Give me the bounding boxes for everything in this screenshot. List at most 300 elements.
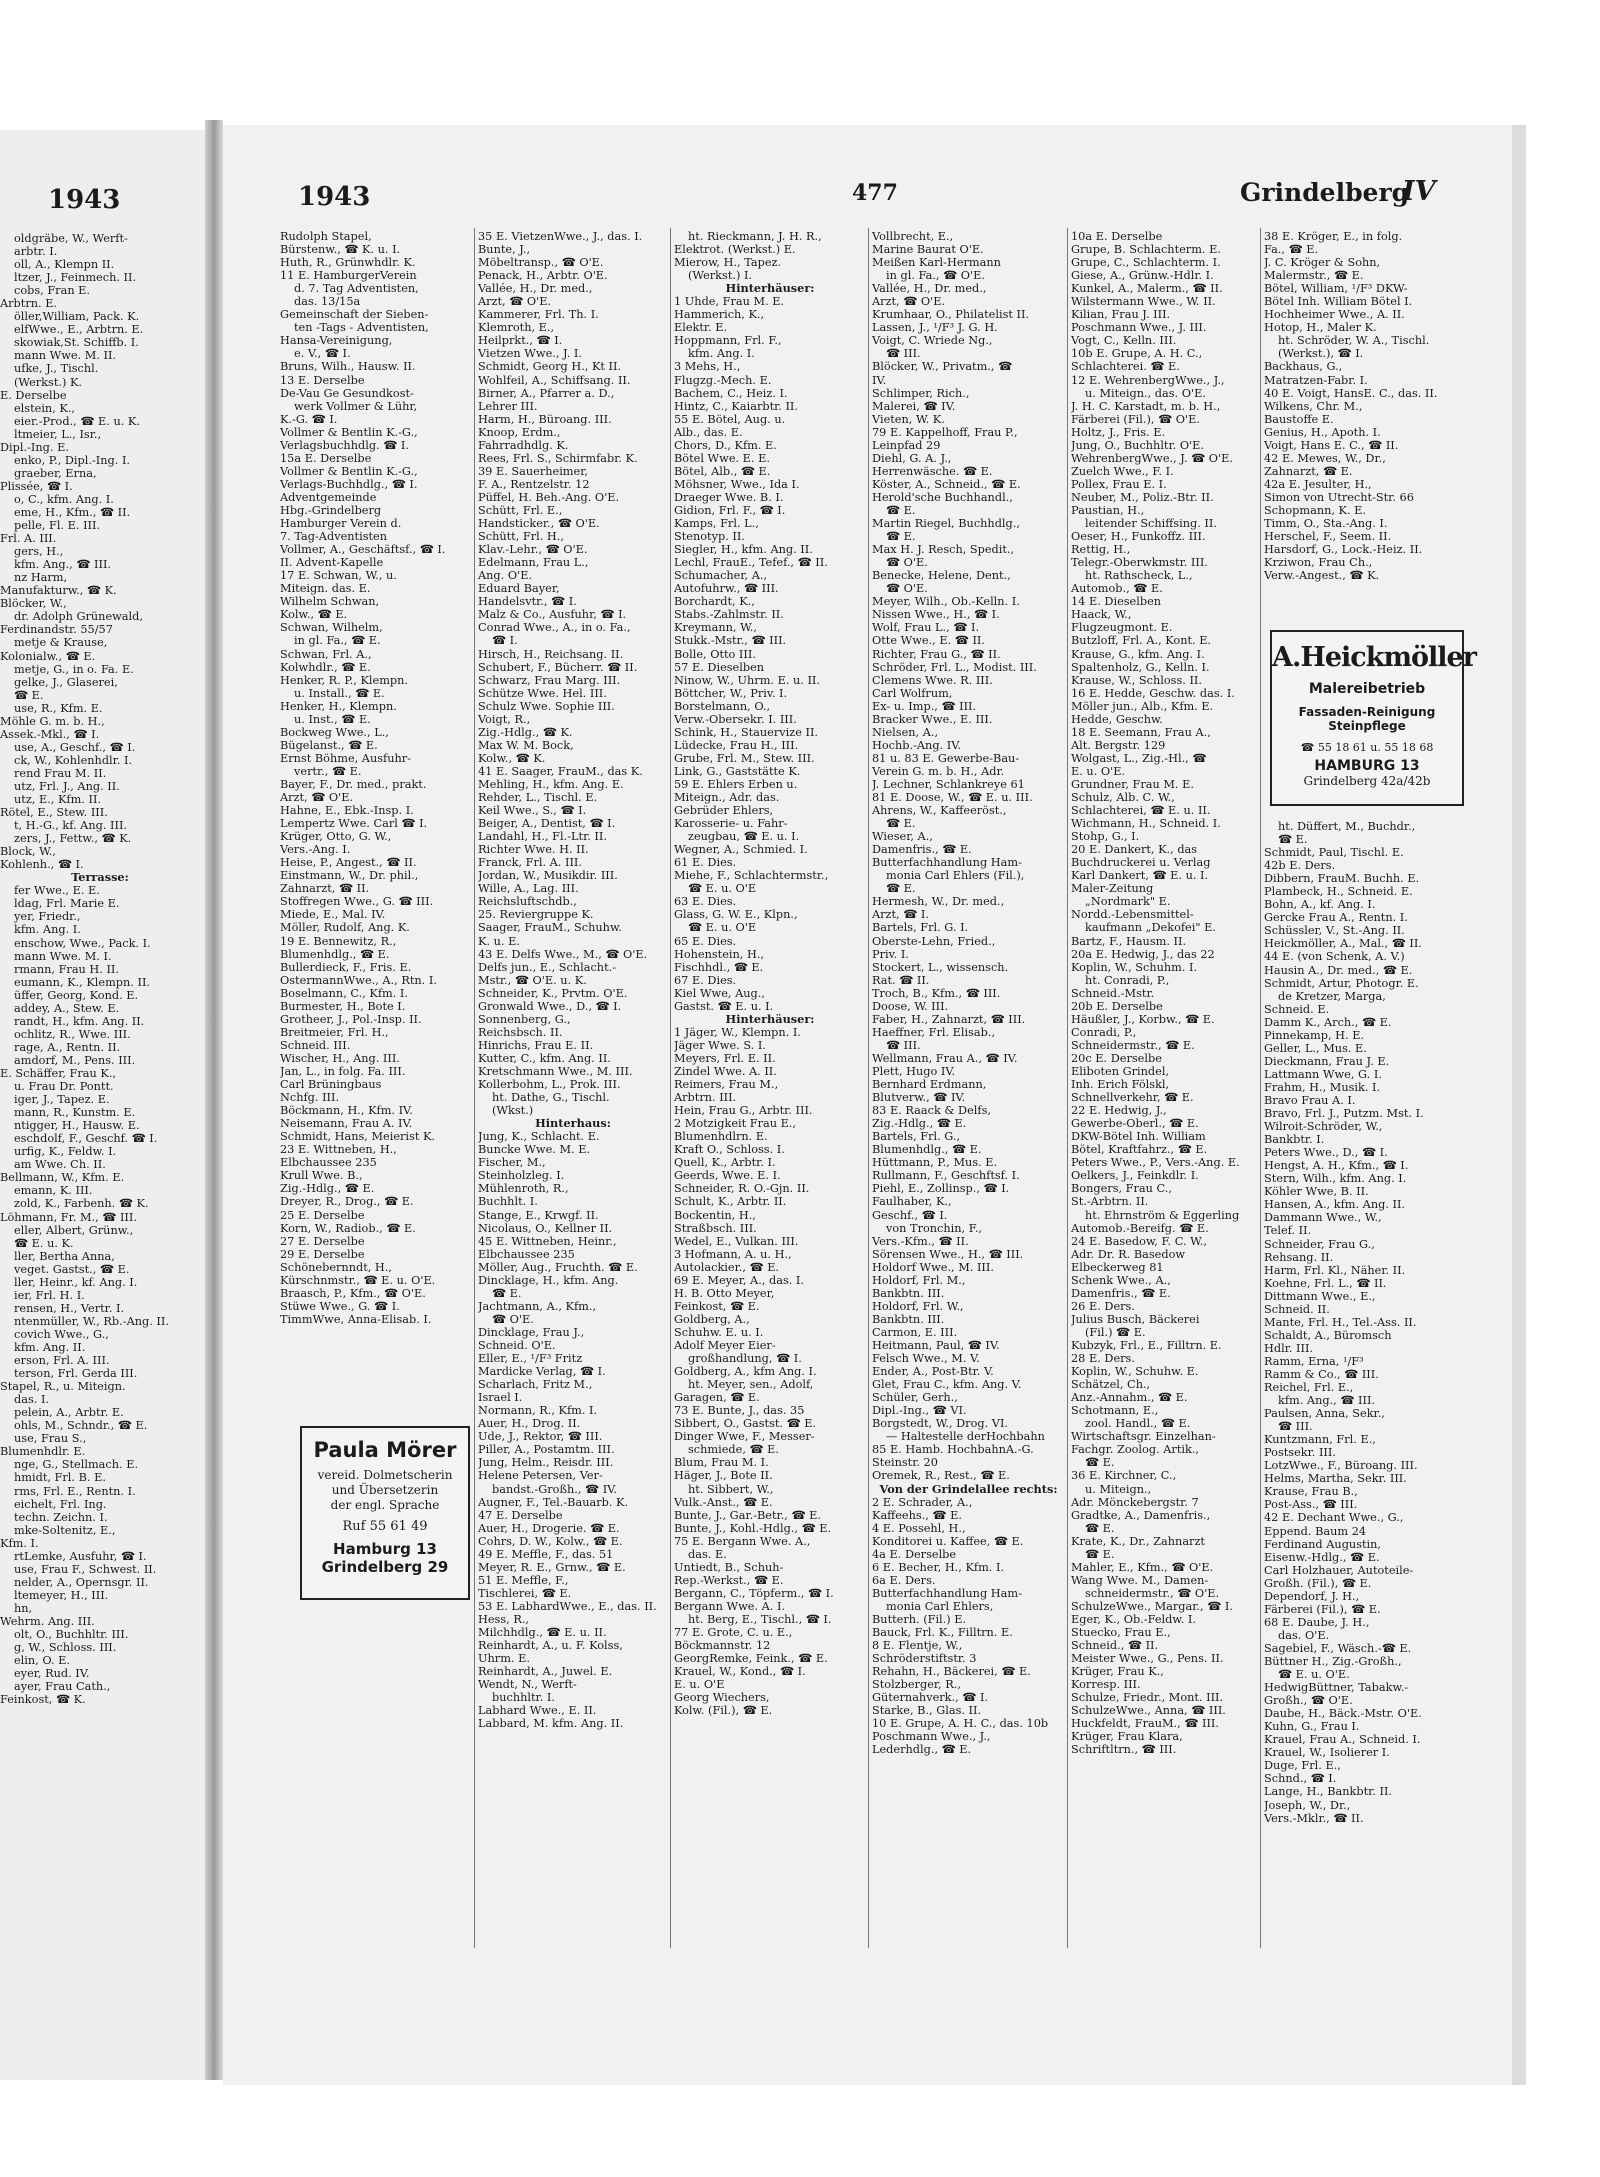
directory-entry: Krauel, Frau A., Schneid. I. [1264, 1733, 1421, 1747]
directory-entry: 3 Hofmann, A. u. H., [674, 1247, 792, 1261]
directory-entry: Krüger, Frau Klara, [1071, 1730, 1183, 1744]
directory-entry: Dependorf, J. H., [1264, 1589, 1360, 1603]
directory-entry: Elbchaussee 235 [478, 1247, 575, 1261]
directory-entry: Fischer, M., [478, 1156, 546, 1170]
directory-entry: Jung, Helm., Reisdr. III. [478, 1456, 614, 1470]
directory-entry: Schmidt, Georg H., Kt II. [478, 360, 622, 374]
page-number: 477 [852, 180, 898, 206]
directory-entry: Kaffeehs., ☎ E. [872, 1508, 962, 1522]
directory-entry: Bankbtn. III. [872, 1286, 945, 1300]
directory-entry: Schneid. III. [280, 1038, 351, 1052]
directory-entry: Sörensen Wwe., H., ☎ III. [872, 1247, 1024, 1261]
directory-entry: Grotheer, J., Pol.-Insp. II. [280, 1012, 422, 1026]
directory-entry: cobs, Fran E. [14, 284, 91, 298]
ad-service: Steinpflege [1328, 719, 1406, 733]
directory-entry: pelle, Fl. E. III. [14, 519, 101, 533]
directory-entry: Boselmann, C., Kfm. I. [280, 986, 408, 1000]
directory-entry: Jung, K., Schlacht. E. [478, 1130, 600, 1144]
directory-entry: Miteign. das. E. [280, 582, 371, 596]
directory-entry: emann, K. III. [14, 1184, 93, 1198]
directory-entry: amdorf, M., Pens. III. [14, 1053, 136, 1067]
directory-entry: Vers.-Mklr., ☎ II. [1264, 1811, 1364, 1825]
directory-entry: Herold'sche Buchhandl., [872, 490, 1013, 504]
directory-entry: ☎ III. [1278, 1420, 1313, 1434]
directory-entry: Handelsvtr., ☎ I. [478, 595, 577, 609]
directory-entry: Voigt, Hans E. C., ☎ II. [1264, 438, 1399, 452]
directory-entry: 18 E. Seemann, Frau A., [1071, 725, 1211, 739]
directory-entry: Goldberg, A., [674, 1312, 750, 1326]
directory-entry: monia Carl Ehlers (Fil.), [886, 869, 1025, 883]
directory-entry: 12 E. WehrenbergWwe., J., [1071, 373, 1225, 387]
directory-entry: Ernst Böhme, Ausfuhr- [280, 751, 411, 765]
directory-entry: Kolonialw., ☎ E. [0, 649, 96, 663]
directory-entry: Kuhn, G., Frau I. [1264, 1720, 1360, 1734]
directory-entry: Henker, H., Klempn. [280, 699, 397, 713]
directory-entry: 27 E. Derselbe [280, 1234, 365, 1248]
directory-entry: Dincklage, H., kfm. Ang. [478, 1273, 619, 1287]
directory-entry: Schneider, K., Prvtm. O'E. [478, 986, 628, 1000]
directory-entry: Verlagsbuchhdlg. ☎ I. [280, 438, 409, 452]
directory-entry: Maler-Zeitung [1071, 882, 1154, 896]
directory-entry: Meister Wwe., G., Pens. II. [1071, 1652, 1224, 1666]
directory-entry: 51 E. Meffle, F., [478, 1573, 569, 1587]
directory-entry: Zahnarzt, ☎ II. [280, 882, 370, 896]
directory-entry: Mühlenroth, R., [478, 1182, 569, 1196]
directory-entry: St.-Arbtrn. II. [1071, 1195, 1149, 1209]
directory-entry: (Fil.) ☎ E. [1085, 1325, 1146, 1339]
directory-entry: Bracker Wwe., E. III. [872, 712, 993, 726]
directory-entry: Haeffner, Frl. Elisab., [872, 1025, 996, 1039]
directory-entry: 42 E. Mewes, W., Dr., [1264, 451, 1386, 465]
directory-entry: schneidermstr., ☎ O'E. [1085, 1586, 1220, 1600]
directory-entry: eumann, K., Klempn. II. [14, 975, 151, 989]
directory-entry: Buchhlt. I. [478, 1195, 538, 1209]
directory-entry: Daube, H., Bäck.-Mstr. O'E. [1264, 1707, 1422, 1721]
directory-entry: Hoppmann, Frl. F., [674, 334, 782, 348]
directory-entry: Blutverw., ☎ IV. [872, 1091, 966, 1105]
directory-entry: Grube, Frl. M., Stew. III. [674, 751, 815, 765]
directory-entry: K.-G. ☎ I. [280, 412, 338, 426]
advertisement-paula-moerer [300, 1426, 470, 1600]
directory-entry: 20c E. Derselbe [1071, 1051, 1162, 1065]
directory-entry: Stohp, G., I. [1071, 830, 1140, 844]
directory-entry: Wolgast, L., Zig.-Hl., ☎ [1071, 751, 1207, 765]
directory-entry: Malerei, ☎ IV. [872, 399, 956, 413]
directory-entry: Schlachterei, ☎ E. u. II. [1071, 804, 1211, 818]
directory-entry: Dieckmann, Frau J. E. [1264, 1054, 1390, 1068]
directory-entry: Hdlr. III. [1264, 1341, 1314, 1355]
directory-entry: Adventgemeinde [280, 490, 377, 504]
directory-entry: ☎ E. [886, 503, 916, 517]
directory-entry: Ramm & Co., ☎ III. [1264, 1367, 1379, 1381]
directory-entry: Gebrüder Ehlers, [674, 804, 774, 818]
directory-entry: Elbeckerweg 81 [1071, 1260, 1164, 1274]
directory-entry: utz, E., Kfm. II. [14, 793, 101, 807]
directory-entry: Braasch, P., Kfm., ☎ O'E. [280, 1286, 426, 1300]
directory-entry: Hinterhäuser: [725, 281, 815, 296]
directory-entry: Damenfris., ☎ E. [872, 843, 972, 857]
directory-entry: Kuntzmann, Frl. E., [1264, 1433, 1376, 1447]
directory-entry: Leinpfad 29 [872, 438, 941, 452]
directory-entry: 26 E. Ders. [1071, 1299, 1135, 1313]
directory-entry: 45 E. Wittneben, Heinr., [478, 1234, 617, 1248]
directory-entry: Poschmann Wwe., J. III. [1071, 321, 1207, 335]
directory-entry: Hengst, A. H., Kfm., ☎ I. [1264, 1159, 1409, 1173]
directory-entry: eller, Albert, Grünw., [14, 1223, 134, 1237]
directory-entry: Hansen, A., kfm. Ang. II. [1264, 1198, 1406, 1212]
directory-entry: Zahnarzt, ☎ E. [1264, 464, 1353, 478]
directory-entry: Eliboten Grindel, [1071, 1065, 1170, 1078]
directory-entry: ☎ O'E. [886, 556, 928, 570]
directory-entry: Benecke, Helene, Dent., [872, 569, 1011, 583]
directory-entry: Lüdecke, Frau H., III. [674, 738, 799, 752]
directory-entry: ☎ E. [14, 688, 44, 702]
page-year: 1943 [298, 182, 371, 212]
directory-entry: Starke, B., Glas. II. [872, 1704, 982, 1718]
directory-entry: Wendt, N., Werft- [478, 1678, 577, 1692]
directory-entry: Holtz, J., Fris. E. [1071, 425, 1166, 439]
directory-entry: Schneider, R. O.-Gjn. II. [674, 1182, 810, 1196]
directory-entry: Rehahn, H., Bäckerei, ☎ E. [872, 1665, 1031, 1679]
directory-entry: utz, Frl. J., Ang. II. [14, 779, 120, 793]
directory-entry: ht. Rieckmann, J. H. R., [688, 230, 822, 243]
directory-entry: Koplin, W., Schuhw. E. [1071, 1365, 1199, 1379]
directory-entry: Bauck, Frl. K., Filltrn. E. [872, 1626, 1013, 1640]
directory-entry: Kilian, Frau J. III. [1071, 308, 1171, 322]
directory-entry: Mardicke Verlag, ☎ I. [478, 1365, 606, 1379]
directory-entry: (Werkst.), ☎ I. [1278, 347, 1364, 361]
directory-entry: d. 7. Tag Adventisten, [294, 282, 419, 296]
directory-entry: Clemens Wwe. R. III. [872, 673, 993, 687]
directory-entry: Häger, J., Bote II. [674, 1469, 773, 1483]
directory-entry: Vollmer, A., Geschäftsf., ☎ I. [280, 543, 446, 557]
directory-entry: 4a E. Derselbe [872, 1547, 957, 1561]
directory-entry: Huth, R., Grünwhdlr. K. [280, 256, 416, 270]
directory-entry: 53 E. LabhardWwe., E., das. II. [478, 1599, 657, 1613]
directory-entry: kfm. Ang. II. [14, 1340, 86, 1354]
directory-entry: Jäger Wwe. S. I. [674, 1038, 766, 1052]
directory-entry: kaufmann „Dekofei" E. [1085, 921, 1216, 935]
directory-entry: Voigt, C. Wriede Ng., [872, 334, 993, 348]
directory-entry: Wilstermann Wwe., W. II. [1071, 295, 1216, 309]
directory-entry: SchulzeWwe., Anna, ☎ III. [1071, 1704, 1226, 1718]
directory-entry: Giese, A., Grünw.-Hdlr. I. [1071, 269, 1214, 283]
directory-entry: ier, Frl. H. I. [14, 1288, 85, 1302]
directory-entry: Korresp. III. [1071, 1678, 1141, 1692]
directory-entry: 7. Tag-Adventisten [280, 530, 387, 544]
directory-entry: Blumenhdlr. E. [0, 1445, 86, 1459]
directory-entry: ☎ E. [886, 817, 916, 831]
directory-entry: Kammerer, Frl. Th. I. [478, 308, 599, 322]
directory-entry: zers, J., Fettw., ☎ K. [14, 832, 132, 846]
directory-entry: Mierow, H., Tapez. [674, 256, 782, 270]
directory-entry: oldgräbe, W., Werft- [14, 232, 128, 245]
directory-entry: Milchhdlg., ☎ E. u. II. [478, 1626, 607, 1640]
directory-entry: 25. Reviergruppe K. [478, 908, 594, 922]
directory-entry: Adr. Dr. R. Basedow [1071, 1247, 1186, 1261]
directory-entry: Kohlenh., ☎ I. [0, 858, 84, 872]
directory-entry: Fahrradhdlg. K. [478, 438, 569, 452]
directory-entry: Dreyer, R., Drog., ☎ E. [280, 1195, 414, 1209]
directory-entry: Miteign., Adr. das. [674, 791, 780, 805]
street-heading: Grindelberg [1240, 178, 1410, 207]
directory-entry: werk Vollmer & Lühr, [294, 399, 418, 413]
directory-entry: Bohn, A., kf. Ang. I. [1264, 898, 1376, 912]
directory-entry: Anz.-Annahm., ☎ E. [1071, 1391, 1188, 1405]
directory-entry: Kamps, Frl. L., [674, 517, 759, 531]
directory-entry: 2 Motzigkeit Frau E., [674, 1117, 797, 1131]
directory-entry: nz Harm, [14, 571, 68, 585]
directory-entry: Böttcher, W., Priv. I. [674, 686, 788, 700]
column-rule [474, 228, 475, 1948]
directory-entry: pelein, A., Arbtr. E. [14, 1406, 124, 1420]
directory-entry: eyer, Rud. IV. [14, 1667, 90, 1681]
directory-entry: mann Wwe. M. II. [14, 349, 117, 363]
directory-entry: ntigger, H., Hausw. E. [14, 1119, 140, 1133]
directory-entry: oll, A., Klempn II. [14, 258, 115, 272]
directory-entry: Heickmöller, A., Mal., ☎ II. [1264, 937, 1422, 951]
directory-entry: Hinterhäuser: [725, 1011, 815, 1026]
directory-entry: Pollex, Frau E. I. [1071, 477, 1167, 491]
directory-entry: Kolw. (Fil.), ☎ E. [674, 1704, 773, 1718]
directory-entry: Dincklage, Frau J., [478, 1325, 585, 1339]
directory-entry: Arzt, ☎ O'E. [280, 791, 354, 805]
directory-entry: Vogt, C., Kelln. III. [1071, 334, 1177, 348]
directory-entry: buchhltr. I. [492, 1691, 555, 1705]
directory-entry: Vers.-Ang. I. [280, 843, 351, 857]
directory-entry: olt, O., Buchhltr. III. [14, 1628, 129, 1642]
directory-entry: Hochb.-Ang. IV. [872, 738, 961, 752]
directory-entry: von Tronchin, F., [886, 1221, 982, 1235]
directory-entry: J. H. C. Karstadt, m. b. H., [1071, 399, 1221, 413]
directory-entry: Huckfeldt, FrauM., ☎ III. [1071, 1717, 1219, 1731]
directory-entry: t, H.-G., kf. Ang. III. [14, 819, 128, 833]
directory-entry: Lederhdlg., ☎ E. [872, 1743, 972, 1757]
directory-entry: Schröder, Frl. L., Modist. III. [872, 660, 1037, 674]
directory-entry: gelke, J., Glaserei, [14, 675, 118, 689]
directory-entry: ☎ O'E. [886, 582, 928, 596]
directory-entry: Köhler Wwe, B. II. [1264, 1185, 1369, 1199]
directory-entry: Glass, G. W. E., Klpn., [674, 908, 798, 922]
directory-entry: Gidion, Frl. F., ☎ I. [674, 503, 786, 517]
directory-entry: Knoop, Erdm., [478, 425, 561, 439]
directory-entry: H. B. Otto Meyer, [674, 1286, 775, 1300]
directory-entry: 43 E. Delfs Wwe., M., ☎ O'E. [478, 947, 648, 961]
directory-entry: Augner, F., Tel.-Bauarb. K. [478, 1495, 629, 1509]
directory-entry: 39 E. Sauerheimer, [478, 464, 588, 478]
ad-name: Paula Mörer [313, 1438, 457, 1462]
directory-entry: ☎ E. [1085, 1547, 1115, 1561]
directory-entry: das. 13/15a [294, 295, 361, 309]
directory-entry: Bergann Wwe. A. I. [674, 1599, 786, 1613]
directory-entry: Voigt, R., [478, 712, 531, 726]
directory-entry: Peters Wwe., D., ☎ I. [1264, 1146, 1388, 1160]
directory-entry: Felsch Wwe., M. V. [872, 1352, 980, 1366]
directory-entry: Vieten, W. K. [872, 412, 945, 426]
directory-entry: Gradtke, A., Damenfris., [1071, 1508, 1211, 1522]
directory-entry: u. Miteign., [1085, 1482, 1152, 1496]
directory-entry: Joseph, W., Dr., [1264, 1798, 1351, 1812]
directory-entry: Blum, Frau M. I. [674, 1456, 769, 1470]
directory-entry: Schröderstiftstr. 3 [872, 1652, 977, 1666]
directory-entry: ayer, Frau Cath., [14, 1680, 111, 1694]
directory-entry: Schriftltrn., ☎ III. [1071, 1743, 1177, 1757]
directory-entry: 15a E. Derselbe [280, 451, 372, 465]
directory-entry: Möller jun., Alb., Kfm. E. [1071, 699, 1214, 713]
directory-entry: Ender, A., Post-Btr. V. [872, 1365, 994, 1379]
directory-entry: Bullerdieck, F., Fris. E. [280, 960, 412, 974]
directory-entry: Schmidt, Paul, Tischl. E. [1264, 846, 1404, 860]
directory-entry: 68 E. Daube, J. H., [1264, 1615, 1370, 1629]
directory-entry: 81 E. Doose, W., ☎ E. u. III. [872, 791, 1033, 805]
directory-entry: 19 E. Bennewitz, R., [280, 934, 397, 948]
directory-entry: Backhaus, G., [1264, 360, 1343, 374]
directory-entry: Grundner, Frau M. E. [1071, 777, 1194, 791]
directory-entry: eier.-Prod., ☎ E. u. K. [14, 414, 140, 428]
directory-entry: Jordan, W., Musikdir. III. [478, 869, 618, 883]
directory-entry: Eger, K., Ob.-Feldw. I. [1071, 1612, 1196, 1626]
directory-entry: Burmester, H., Bote I. [280, 999, 406, 1013]
directory-entry: iger, J., Tapez. E. [14, 1093, 110, 1107]
directory-entry: 35 E. VietzenWwe., J., das. I. [478, 230, 643, 243]
directory-entry: Güternahverk., ☎ I. [872, 1691, 989, 1705]
directory-entry: 10a E. Derselbe [1071, 230, 1163, 243]
directory-column-6-top [1264, 230, 1464, 590]
directory-entry: Schaldt, A., Büromsch [1264, 1328, 1392, 1342]
directory-entry: Schneid.-Mstr. [1071, 986, 1155, 1000]
directory-entry: Stukk.-Mstr., ☎ III. [674, 634, 787, 648]
directory-entry: Stange, E., Krwgf. II. [478, 1208, 599, 1222]
directory-entry: Hermesh, W., Dr. med., [872, 895, 1005, 909]
directory-entry: Saager, FrauM., Schuhw. [478, 921, 622, 935]
directory-entry: Schwan, Frl. A., [280, 647, 372, 661]
directory-entry: Helms, Martha, Sekr. III. [1264, 1472, 1407, 1486]
directory-entry: Julius Busch, Bäckerei [1071, 1312, 1200, 1326]
ad-street: Grindelberg 42a/42b [1303, 774, 1431, 788]
directory-entry: Stabs.-Zahlmstr. II. [674, 608, 784, 622]
ad-phone: ☎ 55 18 61 u. 55 18 68 [1300, 741, 1434, 754]
directory-entry: großhandlung, ☎ I. [688, 1352, 802, 1366]
directory-entry: Bürstenw., ☎ K. u. I. [280, 243, 401, 257]
directory-entry: Malermstr., ☎ E. [1264, 269, 1364, 283]
directory-entry: Faber, H., Zahnarzt, ☎ III. [872, 1012, 1026, 1026]
directory-entry: Dammann Wwe., W., [1264, 1211, 1382, 1225]
directory-entry: Landahl, H., Fl.-Ltr. II. [478, 830, 607, 844]
directory-entry: Arbtrn. E. [0, 297, 58, 311]
directory-entry: II. Advent-Kapelle [280, 556, 384, 570]
directory-entry: Böckmann, H., Kfm. IV. [280, 1104, 413, 1118]
directory-entry: Link, G., Gaststätte K. [674, 764, 801, 778]
directory-entry: Butterfachhandlung Ham- [872, 856, 1022, 870]
directory-entry: Gronwald Wwe., D., ☎ I. [478, 999, 622, 1013]
directory-entry: Färberei (Fil.), ☎ O'E. [1071, 412, 1200, 426]
directory-entry: zool. Handl., ☎ E. [1085, 1417, 1191, 1431]
directory-entry: Wilkens, Chr. M., [1264, 399, 1363, 413]
directory-entry: Bruns, Wilh., Hausw. II. [280, 360, 416, 374]
directory-entry: 47 E. Derselbe [478, 1508, 563, 1522]
directory-entry: Schult, K., Arbtr. II. [674, 1195, 787, 1209]
directory-entry: Färberei (Fil.), ☎ E. [1264, 1602, 1381, 1616]
directory-entry: Eduard Bayer, [478, 582, 560, 596]
directory-entry: 6 E. Becher, H., Kfm. I. [872, 1560, 1005, 1574]
directory-entry: techn. Zeichn. I. [14, 1510, 108, 1524]
directory-entry: 73 E. Bunte, J., das. 35 [674, 1404, 805, 1418]
directory-entry: ten -Tags - Adventisten, [294, 321, 429, 335]
directory-entry: enschow, Wwe., Pack. I. [14, 936, 151, 950]
directory-entry: 2 E. Schrader, A., [872, 1495, 973, 1509]
directory-entry: Schumacher, A., [674, 569, 768, 583]
directory-column-5 [1071, 230, 1258, 1950]
directory-entry: ller, Heinr., kf. Ang. I. [14, 1275, 138, 1289]
directory-entry: SchulzeWwe., Margar., ☎ I. [1071, 1599, 1233, 1613]
directory-entry: in gl. Fa., ☎ O'E. [886, 269, 985, 283]
directory-entry: Sibbert, O., Gastst. ☎ E. [674, 1417, 817, 1431]
directory-entry: Wilroit-Schröder, W., [1264, 1120, 1383, 1134]
directory-entry: Jan, L., in folg. Fa. III. [280, 1065, 406, 1078]
directory-entry: Schnellverkehr, ☎ E. [1071, 1091, 1194, 1105]
directory-entry: Neuber, M., Poliz.-Btr. II. [1071, 490, 1214, 504]
directory-entry: Vers.-Kfm., ☎ II. [872, 1234, 969, 1248]
directory-entry: Beiger, A., Dentist, ☎ I. [478, 817, 616, 831]
directory-entry: Helene Petersen, Ver- [478, 1469, 603, 1483]
directory-entry: ltemeyer, H., III. [14, 1588, 109, 1602]
directory-entry: Adolf Meyer Eier- [674, 1338, 776, 1352]
directory-entry: rms, Frl. E., Rentn. I. [14, 1484, 136, 1498]
ad-street: Grindelberg 29 [321, 1558, 449, 1576]
directory-entry: Vietzen Wwe., J. I. [478, 347, 582, 361]
directory-entry: 44 E. (von Schenk, A. V.) [1264, 950, 1405, 964]
directory-entry: ufke, J., Tischl. [14, 362, 99, 376]
directory-entry: Eppend. Baum 24 [1264, 1524, 1367, 1538]
directory-entry: Buncke Wwe. M. E. [478, 1143, 591, 1157]
directory-entry: Schätzel, Ch., [1071, 1378, 1151, 1392]
directory-entry: Stüwe Wwe., G. ☎ I. [280, 1299, 400, 1313]
directory-entry: ☎ E. u. K. [14, 1236, 74, 1250]
directory-entry: Kutter, C., kfm. Ang. II. [478, 1051, 611, 1065]
directory-entry: Vollbrecht, E., [872, 230, 954, 243]
directory-entry: Wieser, A., [872, 830, 933, 844]
directory-entry: Priv. I. [872, 947, 909, 961]
directory-entry: Stuecko, Frau E., [1071, 1626, 1171, 1640]
directory-entry: Sagebiel, F., Wäsch.-☎ E. [1264, 1641, 1412, 1655]
directory-entry: hmidt, Frl. B. E. [14, 1471, 106, 1485]
directory-entry: Quell, K., Arbtr. I. [674, 1156, 776, 1170]
directory-entry: Geschf., ☎ I. [872, 1208, 948, 1222]
directory-entry: ☎ E. u. O'E [688, 921, 757, 935]
directory-entry: Piller, A., Postamtm. III. [478, 1443, 615, 1457]
directory-entry: Butterfachhandlung Ham- [872, 1586, 1022, 1600]
directory-entry: Grupe, B. Schlachterm. E. [1071, 243, 1221, 257]
directory-column-4 [872, 230, 1065, 1950]
directory-entry: Reichsluftschdb., [478, 895, 577, 909]
directory-entry: Bolle, Otto III. [674, 647, 756, 661]
directory-entry: metje & Krause, [14, 636, 108, 650]
directory-entry: Meyer, Wilh., Ob.-Kelln. I. [872, 595, 1020, 609]
directory-entry: Gercke Frau A., Rentn. I. [1264, 911, 1408, 925]
directory-entry: 67 E. Dies. [674, 973, 737, 987]
directory-entry: ochlitz, R., Wwe. III. [14, 1027, 131, 1041]
directory-entry: Bravo, Frl. J., Putzm. Mst. I. [1264, 1107, 1424, 1121]
directory-entry: Schink, H., Stauervize II. [674, 725, 818, 739]
directory-entry: Oremek, R., Rest., ☎ E. [872, 1469, 1010, 1483]
directory-entry: Max W. M. Bock, [478, 738, 574, 752]
directory-entry: 69 E. Meyer, A., das. I. [674, 1273, 804, 1287]
directory-entry: Schmidt, Hans, Meierist K. [280, 1130, 435, 1144]
directory-entry: urfig, K., Feldw. I. [14, 1145, 117, 1159]
directory-entry: zold, K., Farbenh. ☎ K. [14, 1197, 149, 1211]
directory-entry: De-Vau Ge Gesundkost- [280, 386, 414, 400]
directory-entry: bandst.-Großh., ☎ IV. [492, 1482, 617, 1496]
